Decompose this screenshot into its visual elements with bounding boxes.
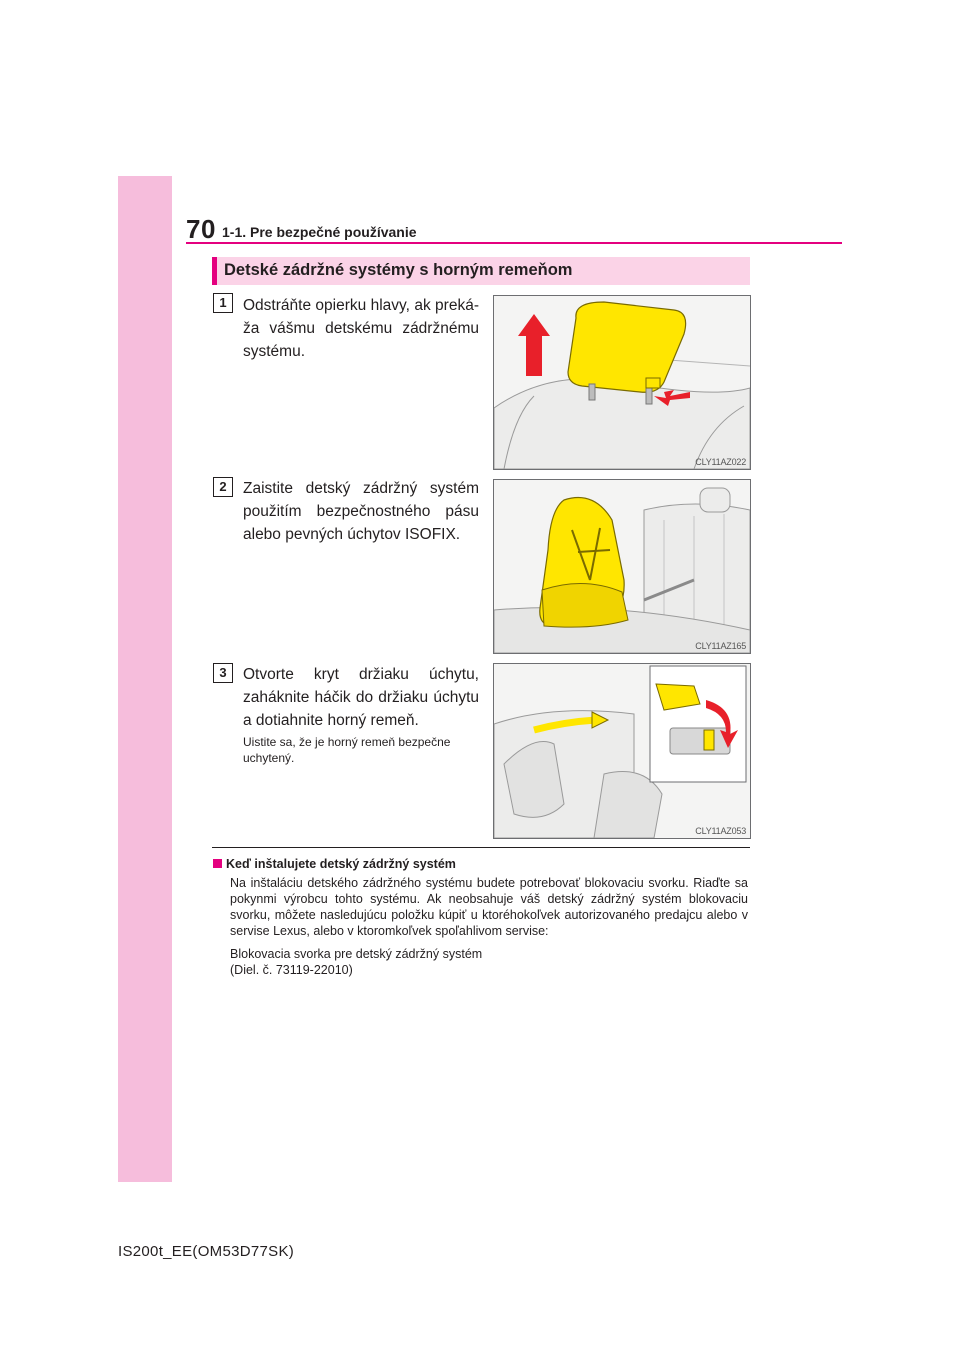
square-bullet-icon xyxy=(213,859,222,868)
child-seat-illustration xyxy=(494,480,750,653)
banner-title: Detské zádržné systémy s horným remeňom xyxy=(224,261,573,279)
step-note-3: Uistite sa, že je horný remeň bezpečne uchytený. xyxy=(243,735,451,765)
step-text-1: Odstráňte opierku hlavy, ak prekáža vášmu detskému zádržnému systému. xyxy=(243,297,479,360)
figure-child-seat-install xyxy=(493,479,751,654)
top-tether-illustration xyxy=(494,664,750,838)
step-number-3: 3 xyxy=(213,663,233,683)
step-text-2: Zaistite detský zádržný systém použitím bezpečnostného pásu alebo pevných úchytov ISOFIX. xyxy=(243,480,479,543)
figure-code-1: CLY11AZ022 xyxy=(695,457,746,467)
info-part-line-1: Blokovacia svorka pre detský zádržný systém xyxy=(230,947,483,961)
info-heading-text: Keď inštalujete detský zádržný systém xyxy=(226,857,456,871)
info-heading xyxy=(213,857,456,871)
figure-code-3: CLY11AZ053 xyxy=(695,826,746,836)
info-part xyxy=(230,946,748,978)
step-text-3: Otvorte kryt držiaku úchytu, zaháknite háčik do držiaku úchytu a dotiahnite horný remeň. xyxy=(243,666,479,729)
footer-model-code: IS200t_EE(OM53D77SK) xyxy=(118,1243,295,1260)
step-number-2: 2 xyxy=(213,477,233,497)
header-rule xyxy=(186,242,842,244)
page-number: 70 xyxy=(186,214,216,244)
topic-banner xyxy=(212,257,750,285)
section-title: 1-1. Pre bezpečné používanie xyxy=(222,224,417,240)
headrest-illustration xyxy=(494,296,750,469)
banner-accent-bar xyxy=(212,257,217,285)
info-part-line-2: (Diel. č. 73119-22010) xyxy=(230,963,353,977)
step-number-1: 1 xyxy=(213,293,233,313)
content-divider xyxy=(212,847,750,848)
figure-code-2: CLY11AZ165 xyxy=(695,641,746,651)
figure-headrest-removal xyxy=(493,295,751,470)
side-tab xyxy=(118,176,172,1182)
info-body: Na inštaláciu detského zádržného systému budete potrebovať blokovaciu svorku. Riaďte sa pokynmi výrobcu tohto systému. Ak neobsahuje váš detský zádržný systém blokovaciu svorku, môžete nasledujúcu položku kúpiť u ktoréhokoľvek autorizovaného predajcu alebo v servise Lexus, alebo v ktoromkoľvek spoľahlivom servise: xyxy=(230,876,748,938)
figure-top-tether xyxy=(493,663,751,839)
